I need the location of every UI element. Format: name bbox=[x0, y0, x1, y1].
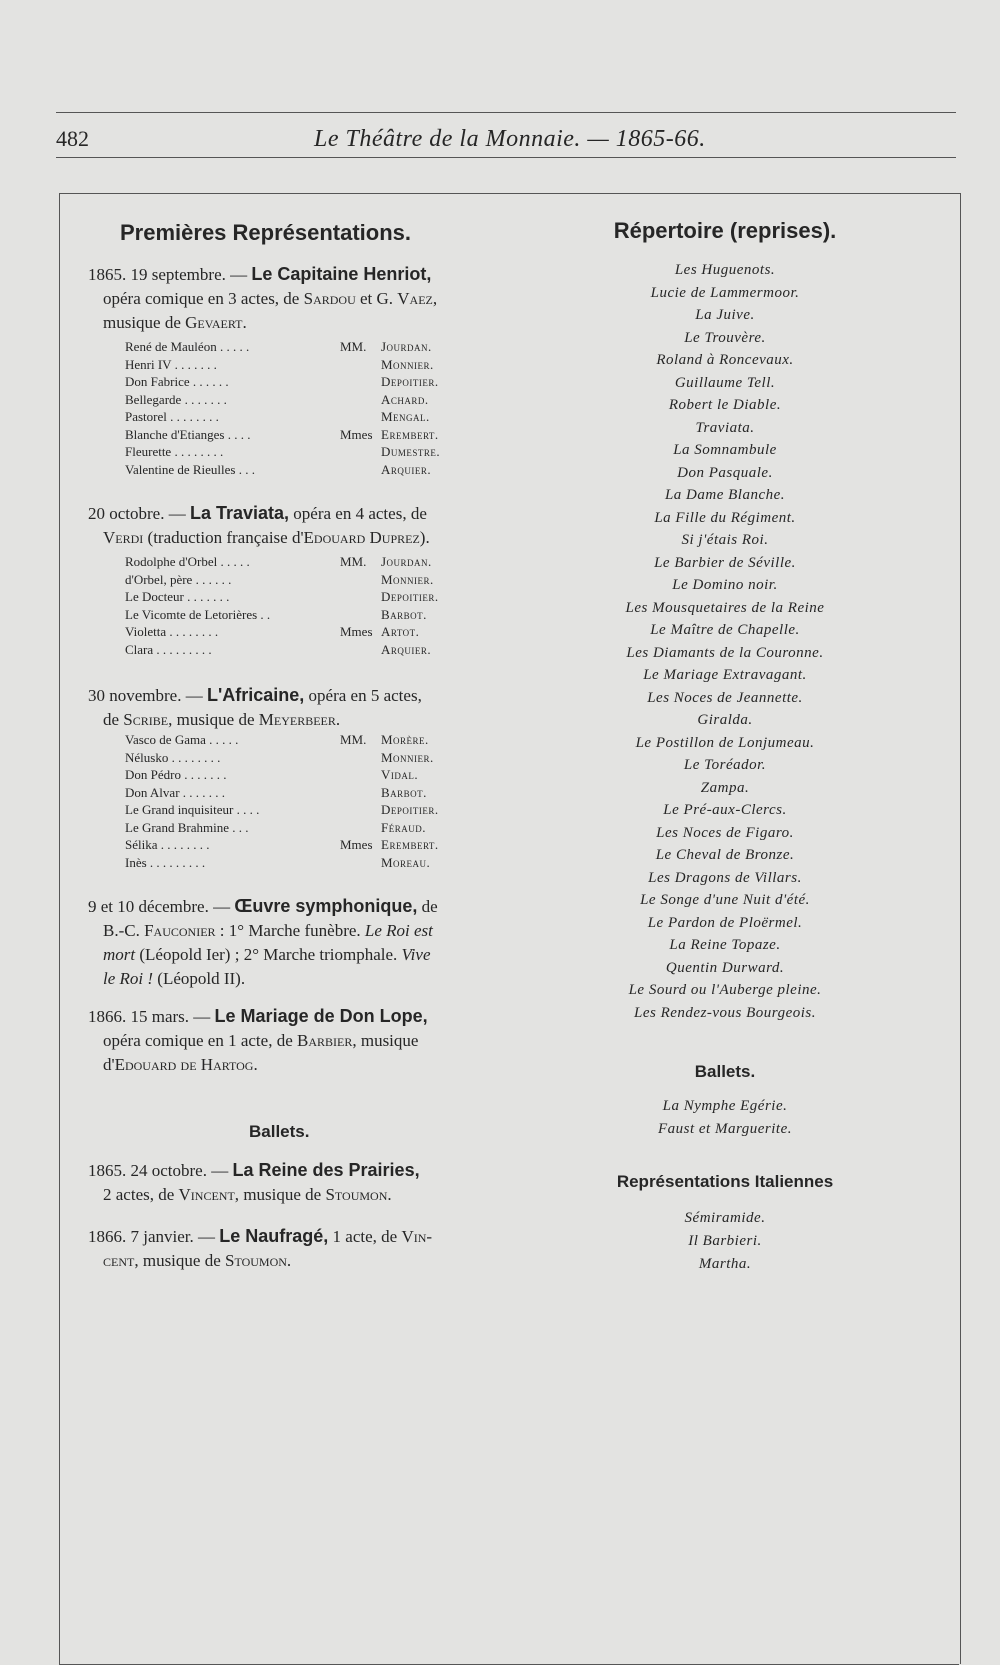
cast-role: Rodolphe d'Orbel bbox=[125, 554, 218, 569]
entry-mariage-don-lope bbox=[88, 1004, 488, 1077]
composer: Gevaert. bbox=[185, 313, 247, 332]
cast-actor: Monnier. bbox=[381, 749, 434, 765]
cast-leader-dots: . . . . . . bbox=[189, 374, 229, 389]
cast-leader-dots: . . . . . . . . bbox=[168, 749, 221, 765]
cast-actor: Achard. bbox=[381, 391, 429, 407]
cast-honorific: Mmes bbox=[340, 624, 373, 639]
text: musique de bbox=[172, 710, 259, 729]
cast-leader-dots: . . . . . . . bbox=[183, 589, 230, 604]
author: Sardou bbox=[303, 289, 356, 308]
repertoire-item: Giralda. bbox=[697, 712, 753, 728]
cast-role: René de Mauléon bbox=[125, 339, 217, 354]
work-title: La Traviata, bbox=[189, 503, 290, 523]
text: 2 actes, de bbox=[103, 1185, 179, 1204]
text: musique de bbox=[239, 1185, 326, 1204]
cast-leader-dots: . . . . . bbox=[217, 554, 250, 569]
cast-role: Le Vicomte de Letorières bbox=[125, 606, 258, 622]
cast-actor: Depoitier. bbox=[381, 802, 439, 817]
repertoire-item: Le Pré-aux-Clercs. bbox=[663, 802, 787, 818]
work-title: La Reine des Prairies, bbox=[232, 1160, 420, 1180]
repertoire-item: Quentin Durward. bbox=[665, 959, 785, 976]
entry-date: 20 octobre. — bbox=[88, 504, 190, 523]
cast-role: Blanche d'Etianges bbox=[125, 426, 225, 442]
cast-actor: Barbot. bbox=[381, 606, 427, 622]
header-top-rule bbox=[56, 112, 956, 113]
cast-leader-dots: . . . . . bbox=[205, 732, 239, 747]
work-title: Le Naufragé, bbox=[219, 1226, 329, 1246]
repertoire-item: Le Postillon de Lonjumeau. bbox=[635, 734, 815, 751]
cast-actor: Morère. bbox=[381, 732, 429, 747]
cast-row bbox=[125, 766, 485, 784]
cast-actor: Depoitier. bbox=[381, 589, 439, 604]
cast-role-with-dots bbox=[125, 731, 238, 749]
composer: Stoumon. bbox=[225, 1251, 292, 1270]
cast-row bbox=[125, 461, 485, 479]
repertoire-item: Le Sourd ou l'Auberge pleine. bbox=[628, 982, 822, 998]
ballet-item: Faust et Marguerite. bbox=[657, 1121, 792, 1137]
cast-role-with-dots bbox=[125, 623, 218, 641]
text: 1 acte, de bbox=[328, 1227, 402, 1246]
header-bottom-rule bbox=[56, 157, 956, 158]
composer: Fauconier bbox=[144, 921, 216, 940]
entry-date: 9 et 10 décembre. — bbox=[88, 897, 235, 916]
cast-role: Don Fabrice bbox=[125, 374, 190, 389]
cast-row bbox=[125, 836, 485, 854]
entry-date: 1866. 15 mars. — bbox=[88, 1007, 215, 1026]
page-header bbox=[56, 126, 956, 166]
cast-row bbox=[125, 373, 485, 391]
cast-actor: Moreau. bbox=[381, 854, 431, 870]
cast-row bbox=[125, 391, 485, 409]
cast-honorific: Mmes bbox=[340, 837, 373, 852]
work-title: L'Africaine, bbox=[206, 685, 305, 705]
composer: Stoumon. bbox=[325, 1185, 392, 1204]
cast-row bbox=[125, 588, 485, 606]
text: de bbox=[103, 710, 124, 729]
ballet-item: La Nymphe Egérie. bbox=[662, 1098, 788, 1114]
cast-role-with-dots bbox=[125, 426, 250, 444]
cast-row bbox=[125, 749, 485, 767]
cast-role: Inès bbox=[125, 854, 147, 870]
cast-role-with-dots bbox=[125, 588, 229, 606]
cast-row bbox=[125, 426, 485, 444]
text: (Léopold Ier) ; 2° Marche triomphale. bbox=[135, 945, 402, 964]
cast-actor: Mengal. bbox=[381, 409, 430, 424]
cast-actor: Vidal. bbox=[381, 767, 419, 782]
cast-leader-dots: . . . bbox=[228, 819, 249, 835]
cast-honorific: MM. bbox=[340, 732, 367, 747]
repertoire-item: Les Noces de Jeannette. bbox=[647, 689, 803, 706]
repertoire-item: La Dame Blanche. bbox=[664, 487, 786, 503]
cast-honorific: Mmes bbox=[340, 426, 373, 442]
cast-role: Nélusko bbox=[125, 749, 169, 765]
page-number: 482 bbox=[56, 126, 89, 151]
cast-role-with-dots bbox=[125, 443, 223, 461]
cast-row bbox=[125, 819, 485, 837]
text: musique de bbox=[138, 1251, 225, 1270]
cast-role: Fleurette bbox=[125, 444, 172, 459]
piece-title: Le Roi est bbox=[364, 921, 433, 940]
repertoire-item: Si j'étais Roi. bbox=[681, 532, 769, 548]
repertoire-item: Zampa. bbox=[700, 779, 750, 796]
repertoire-item: Les Diamants de la Couronne. bbox=[626, 644, 824, 661]
entry-naufrage bbox=[88, 1224, 488, 1273]
repertoire-item: La Somnambule bbox=[673, 442, 777, 458]
cast-role: Vasco de Gama bbox=[125, 732, 206, 747]
cast-leader-dots: . . . . . . . . bbox=[166, 409, 219, 424]
text: opéra en 5 actes, bbox=[304, 686, 422, 705]
cast-role: Le Grand inquisiteur bbox=[125, 802, 234, 817]
cast-row bbox=[125, 553, 485, 571]
entry-oeuvre-symphonique bbox=[88, 894, 488, 991]
italian-title: Représentations Italiennes bbox=[616, 1172, 834, 1191]
entry-capitaine-henriot bbox=[88, 262, 488, 335]
text: musique bbox=[356, 1031, 419, 1050]
repertoire-item: Le Cheval de Bronze. bbox=[655, 847, 795, 863]
translator: Edouard Duprez bbox=[303, 528, 420, 547]
text: : 1° Marche funèbre. bbox=[215, 921, 365, 940]
cast-role: Don Pédro bbox=[125, 767, 181, 782]
author: Barbier, bbox=[297, 1031, 357, 1050]
cast-actor: Arquier. bbox=[381, 641, 432, 657]
cast-leader-dots: . . . . . . . . bbox=[166, 624, 219, 639]
entry-date: 1865. 24 octobre. — bbox=[88, 1161, 233, 1180]
text: et G. bbox=[355, 289, 398, 308]
author: Vaez, bbox=[397, 289, 438, 308]
cast-actor: Erembert. bbox=[381, 426, 439, 442]
cast-role-with-dots bbox=[125, 461, 255, 479]
repertoire-item: La Reine Topaze. bbox=[669, 937, 781, 953]
cast-actor: Erembert. bbox=[381, 837, 439, 852]
cast-row bbox=[125, 443, 485, 461]
text: opéra comique en 3 actes, de bbox=[103, 289, 304, 308]
piece-title: mort bbox=[103, 945, 136, 964]
ballets-left-title: Ballets. bbox=[249, 1122, 310, 1141]
cast-leader-dots: . . . . . . . bbox=[180, 767, 227, 782]
text: B.-C. bbox=[103, 921, 145, 940]
cast-leader-dots: . . . . . . . . bbox=[157, 837, 210, 852]
repertoire-item: Le Pardon de Ploërmel. bbox=[647, 914, 803, 931]
entry-date: 1865. 19 septembre. — bbox=[88, 265, 252, 284]
cast-list-traviata bbox=[125, 553, 485, 658]
cast-role: Don Alvar bbox=[125, 784, 180, 800]
cast-role: Le Docteur bbox=[125, 589, 184, 604]
entry-reine-des-prairies bbox=[88, 1158, 488, 1207]
cast-role: Violetta bbox=[125, 624, 167, 639]
entry-date: 1866. 7 janvier. — bbox=[88, 1227, 220, 1246]
cast-leader-dots: . . . bbox=[235, 461, 255, 477]
italian-item: Sémiramide. bbox=[684, 1210, 766, 1226]
cast-row bbox=[125, 854, 485, 872]
repertoire-item: Les Mousquetaires de la Reine bbox=[625, 599, 825, 616]
cast-leader-dots: . . . . bbox=[233, 802, 260, 817]
cast-actor: Arquier. bbox=[381, 461, 432, 477]
cast-leader-dots: . . . . . . . . bbox=[171, 444, 224, 459]
cast-role-with-dots bbox=[125, 766, 226, 784]
cast-role-with-dots bbox=[125, 338, 249, 356]
cast-row bbox=[125, 571, 485, 589]
cast-role: Valentine de Rieulles bbox=[125, 461, 236, 477]
cast-role: Clara bbox=[125, 641, 154, 657]
cast-actor: Jourdan. bbox=[381, 339, 432, 354]
repertoire-item: Don Pasquale. bbox=[677, 464, 773, 481]
cast-leader-dots: . . . . . . . bbox=[181, 391, 227, 407]
work-title: Le Mariage de Don Lope, bbox=[214, 1006, 428, 1026]
cast-role: d'Orbel, père bbox=[125, 571, 193, 587]
cast-role-with-dots bbox=[125, 373, 229, 391]
cast-role: Bellegarde bbox=[125, 391, 182, 407]
cast-role-with-dots bbox=[125, 836, 210, 854]
entry-africaine bbox=[88, 683, 488, 732]
repertoire-item: Le Toréador. bbox=[683, 757, 767, 773]
cast-actor: Jourdan. bbox=[381, 554, 432, 569]
author: Vincent, bbox=[178, 1185, 240, 1204]
cast-role-with-dots bbox=[125, 819, 248, 837]
cast-actor: Dumestre. bbox=[381, 444, 441, 459]
entry-date: 30 novembre. — bbox=[88, 686, 207, 705]
repertoire-item: Traviata. bbox=[695, 419, 755, 436]
author: Scribe, bbox=[123, 710, 173, 729]
cast-leader-dots: . . . . . bbox=[216, 339, 250, 354]
cast-leader-dots: . . . . bbox=[224, 426, 251, 442]
repertoire-item: La Fille du Régiment. bbox=[654, 509, 796, 526]
cast-leader-dots: . . . . . . . . . bbox=[153, 641, 212, 657]
work-title: Le Capitaine Henriot, bbox=[251, 264, 432, 284]
cast-row bbox=[125, 408, 485, 426]
cast-honorific: MM. bbox=[340, 339, 367, 354]
piece-title: Vive bbox=[401, 945, 431, 964]
premieres-title: Premières Représentations. bbox=[120, 220, 412, 245]
repertoire-title: Répertoire (reprises). bbox=[613, 218, 837, 243]
cast-leader-dots: . . bbox=[257, 606, 271, 622]
cast-leader-dots: . . . . . . bbox=[192, 571, 232, 587]
repertoire-item: Le Maître de Chapelle. bbox=[650, 622, 800, 638]
cast-actor: Monnier. bbox=[381, 356, 434, 372]
cast-actor: Barbot. bbox=[381, 784, 427, 800]
text: (traduction française d' bbox=[143, 528, 304, 547]
cast-role-with-dots bbox=[125, 749, 220, 767]
cast-role-with-dots bbox=[125, 553, 250, 571]
cast-row bbox=[125, 356, 485, 374]
running-title: Le Théâtre de la Monnaie. — 1865-66. bbox=[314, 126, 706, 152]
entry-traviata bbox=[88, 501, 488, 550]
cast-row bbox=[125, 623, 485, 641]
text: opéra comique en 1 acte, de bbox=[103, 1031, 297, 1050]
repertoire-item: Le Songe d'une Nuit d'été. bbox=[640, 892, 810, 908]
repertoire-item: Le Barbier de Séville. bbox=[654, 554, 796, 571]
cast-role: Sélika bbox=[125, 837, 158, 852]
author: cent, bbox=[103, 1251, 139, 1270]
composer: Meyerbeer. bbox=[258, 710, 341, 729]
cast-role-with-dots bbox=[125, 854, 205, 872]
cast-role-with-dots bbox=[125, 801, 259, 819]
cast-leader-dots: . . . . . . . bbox=[179, 784, 226, 800]
repertoire-item: Le Domino noir. bbox=[672, 577, 778, 593]
repertoire-item: Le Trouvère. bbox=[684, 329, 766, 346]
repertoire-item: Roland à Roncevaux. bbox=[656, 352, 794, 368]
cast-role-with-dots bbox=[125, 571, 231, 589]
repertoire-item: Les Huguenots. bbox=[674, 262, 776, 278]
text: musique de bbox=[103, 313, 186, 332]
text: ). bbox=[419, 528, 430, 547]
cast-actor: Artot. bbox=[381, 624, 420, 639]
repertoire-item: La Juive. bbox=[695, 307, 755, 323]
cast-role-with-dots bbox=[125, 356, 217, 374]
cast-row bbox=[125, 801, 485, 819]
cast-role: Henri IV bbox=[125, 356, 172, 372]
repertoire-item: Guillaume Tell. bbox=[674, 374, 776, 391]
piece-title: le Roi ! bbox=[103, 969, 154, 988]
composer: Verdi bbox=[103, 528, 144, 547]
composer: Edouard de Hartog. bbox=[114, 1055, 258, 1074]
italian-item: Martha. bbox=[698, 1256, 752, 1272]
cast-role: Le Grand Brahmine bbox=[125, 819, 229, 835]
cast-row bbox=[125, 784, 485, 802]
text: opéra en 4 actes, de bbox=[289, 504, 427, 523]
text: (Léopold II). bbox=[153, 969, 246, 988]
author: Vin- bbox=[401, 1227, 433, 1246]
text: d' bbox=[103, 1055, 115, 1074]
cast-role-with-dots bbox=[125, 606, 270, 624]
repertoire-item: Le Mariage Extravagant. bbox=[643, 667, 807, 683]
repertoire-item: Les Noces de Figaro. bbox=[656, 824, 794, 841]
work-title: Œuvre symphonique, bbox=[234, 896, 418, 916]
cast-leader-dots: . . . . . . . . . bbox=[146, 854, 206, 870]
repertoire-item: Les Rendez-vous Bourgeois. bbox=[634, 1004, 816, 1021]
cast-role: Pastorel bbox=[125, 409, 167, 424]
cast-honorific: MM. bbox=[340, 554, 367, 569]
repertoire-item: Lucie de Lammermoor. bbox=[650, 284, 800, 301]
repertoire-item: Robert le Diable. bbox=[668, 397, 782, 413]
cast-role-with-dots bbox=[125, 641, 212, 659]
cast-row bbox=[125, 606, 485, 624]
cast-row bbox=[125, 641, 485, 659]
cast-row bbox=[125, 731, 485, 749]
cast-list-africaine bbox=[125, 731, 485, 871]
cast-row bbox=[125, 338, 485, 356]
cast-list-capitaine-henriot bbox=[125, 338, 485, 478]
cast-leader-dots: . . . . . . . bbox=[171, 356, 217, 372]
cast-role-with-dots bbox=[125, 784, 225, 802]
text: de bbox=[417, 897, 438, 916]
ballets-right-title: Ballets. bbox=[694, 1062, 756, 1081]
cast-actor: Depoitier. bbox=[381, 374, 439, 389]
cast-role-with-dots bbox=[125, 408, 219, 426]
italian-item: Il Barbieri. bbox=[688, 1233, 762, 1249]
cast-actor: Féraud. bbox=[381, 819, 426, 835]
cast-role-with-dots bbox=[125, 391, 227, 409]
cast-actor: Monnier. bbox=[381, 571, 434, 587]
repertoire-item: Les Dragons de Villars. bbox=[648, 869, 802, 886]
